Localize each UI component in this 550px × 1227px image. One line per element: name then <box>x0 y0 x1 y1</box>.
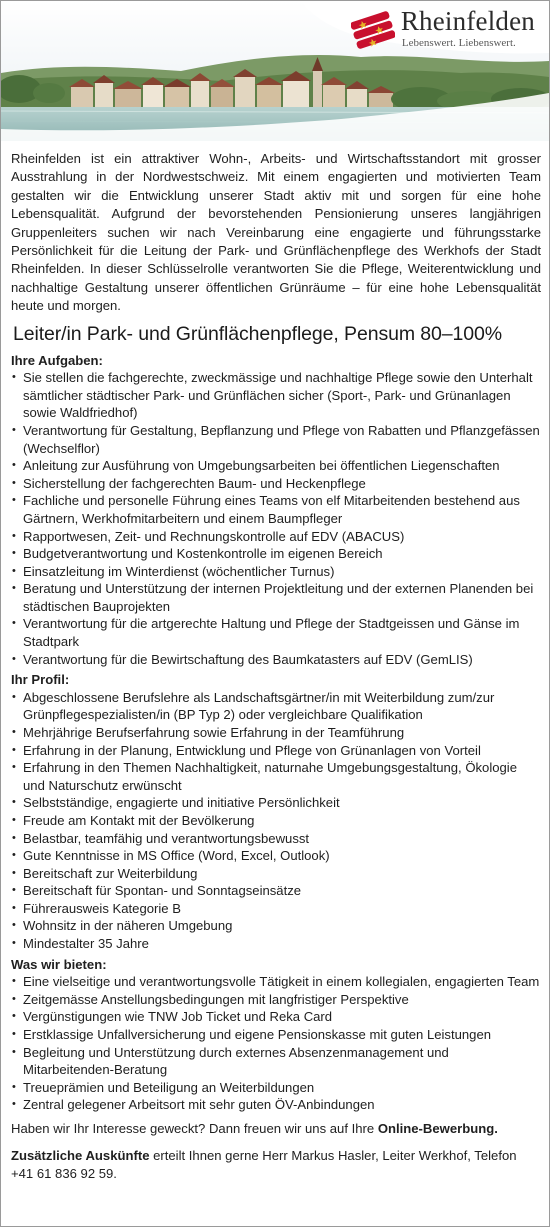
tasks-heading: Ihre Aufgaben: <box>11 352 103 368</box>
profile-list <box>11 689 541 953</box>
list-item: • Verantwortung für die artgerechte Haltung und Pflege der Stadtgeissen und Gänse im Stadtpark <box>11 615 541 650</box>
contact-label: Zusätzliche Auskünfte <box>11 1147 150 1163</box>
list-item: • Verantwortung für die Bewirtschaftung des Baumkatasters auf EDV (GemLIS) <box>11 651 541 669</box>
town-crest-icon <box>351 8 395 52</box>
list-item: • Mehrjährige Berufserfahrung sowie Erfahrung in der Teamführung <box>11 724 541 742</box>
profile-heading: Ihr Profil: <box>11 672 70 688</box>
job-title: Leiter/in Park- und Grünflächenpflege, Pensum 80–100% <box>13 322 503 345</box>
list-item: • Eine vielseitige und verantwortungsvolle Tätigkeit in einem kollegialen, engagierten Team <box>11 973 541 991</box>
ad-content <box>11 150 541 1184</box>
header-banner <box>1 1 549 141</box>
list-item: • Bereitschaft zur Weiterbildung <box>11 865 541 883</box>
list-item: • Mindestalter 35 Jahre <box>11 935 541 953</box>
list-item: • Rapportwesen, Zeit- und Rechnungskontrolle auf EDV (ABACUS) <box>11 528 541 546</box>
list-item: • Führerausweis Kategorie B <box>11 900 541 918</box>
list-item: • Erfahrung in der Planung, Entwicklung und Pflege von Grünanlagen von Vorteil <box>11 742 541 760</box>
closing-text: Haben wir Ihr Interesse geweckt? Dann freuen wir uns auf Ihre <box>11 1120 378 1136</box>
list-item: • Erfahrung in den Themen Nachhaltigkeit, naturnahe Umgebungsgestaltung, Ökologie und Naturschutz erwünscht <box>11 759 541 794</box>
list-item: • Vergünstigungen wie TNW Job Ticket und Reka Card <box>11 1008 541 1026</box>
list-item: • Verantwortung für Gestaltung, Bepflanzung und Pflege von Rabatten und Pflanzgefässen (Wechselflor) <box>11 422 541 457</box>
list-item: • Zentral gelegener Arbeitsort mit sehr guten ÖV-Anbindungen <box>11 1096 541 1114</box>
intro-paragraph: Rheinfelden ist ein attraktiver Wohn-, Arbeits- und Wirtschaftsstandort mit grosser Ausstrahlung in der Nordwestschweiz. Mit einem engagierten und motivierten Team gestalten wir die Entwicklung unserer Stadt aktiv mit und sorgen für eine hohe Lebensqualität. Aufgrund der bevorstehenden Pensionierung unseres langjährigen Gruppenleiters suchen wir nach Vereinbarung eine engagierte und führungsstarke Persönlichkeit für die Leitung der Park- und Grünflächenpflege des Werkhofs der Stadt Rheinfelden. In dieser Schlüsselrolle verantworten Sie die Pflege, Weiterentwicklung und nachhaltige Gestaltung unserer öffentlichen Grünräume – für eine hohe Lebensqualität heute und morgen. <box>11 151 541 314</box>
list-item: • Selbstständige, engagierte und initiative Persönlichkeit <box>11 794 541 812</box>
list-item: • Budgetverantwortung und Kostenkontrolle im eigenen Bereich <box>11 545 541 563</box>
list-item: • Abgeschlossene Berufslehre als Landschaftsgärtner/in mit Weiterbildung zum/zur Grünpflegespezialisten/in (BP Typ 2) oder vergleichbare Qualifikation <box>11 689 541 724</box>
list-item: • Belastbar, teamfähig und verantwortungsbewusst <box>11 830 541 848</box>
list-item: • Treueprämien und Beteiligung an Weiterbildungen <box>11 1079 541 1097</box>
offer-list <box>11 973 541 1114</box>
list-item: • Beratung und Unterstützung der internen Projektleitung und der externen Planenden bei städtischen Bauprojekten <box>11 580 541 615</box>
list-item: • Freude am Kontakt mit der Bevölkerung <box>11 812 541 830</box>
list-item: • Erstklassige Unfallversicherung und eigene Pensionskasse mit guten Leistungen <box>11 1026 541 1044</box>
list-item: • Sicherstellung der fachgerechten Baum- und Heckenpflege <box>11 475 541 493</box>
list-item: • Zeitgemässe Anstellungsbedingungen mit langfristiger Perspektive <box>11 991 541 1009</box>
online-application-link[interactable]: Online-Bewerbung. <box>377 1120 498 1136</box>
brand-tagline: Lebenswert. Liebenswert. <box>401 37 516 49</box>
contact-paragraph <box>11 1147 541 1184</box>
offer-heading: Was wir bieten: <box>11 956 107 972</box>
list-item: • Einsatzleitung im Winterdienst (wöchentlicher Turnus) <box>11 563 541 581</box>
list-item: • Begleitung und Unterstützung durch externes Absenzenmanagement und Mitarbeitenden-Beratung <box>11 1044 541 1079</box>
list-item: • Sie stellen die fachgerechte, zweckmässige und nachhaltige Pflege sowie den Unterhalt sämtlicher städtischer Park- und Grünflächen sicher (Sport-, Park- und Grünanlagen sowie Waldfriedhof) <box>11 369 541 422</box>
list-item: • Gute Kenntnisse in MS Office (Word, Excel, Outlook) <box>11 847 541 865</box>
tasks-list <box>11 369 541 668</box>
brand-name: Rheinfelden <box>400 6 535 36</box>
contact-text: erteilt Ihnen gerne Herr Markus Hasler, Leiter Werkhof, Telefon +41 61 836 92 59. <box>11 1147 517 1182</box>
rheinfelden-logo <box>351 7 535 52</box>
list-item: • Fachliche und personelle Führung eines Teams von elf Mitarbeitenden bestehend aus Gärtnern, Werkhofmitarbeitern und einem Baumpfleger <box>11 492 541 527</box>
list-item: • Anleitung zur Ausführung von Umgebungsarbeiten bei öffentlichen Liegenschaften <box>11 457 541 475</box>
list-item: • Wohnsitz in der näheren Umgebung <box>11 917 541 935</box>
list-item: • Bereitschaft für Spontan- und Sonntagseinsätze <box>11 882 541 900</box>
closing-paragraph <box>11 1120 541 1138</box>
